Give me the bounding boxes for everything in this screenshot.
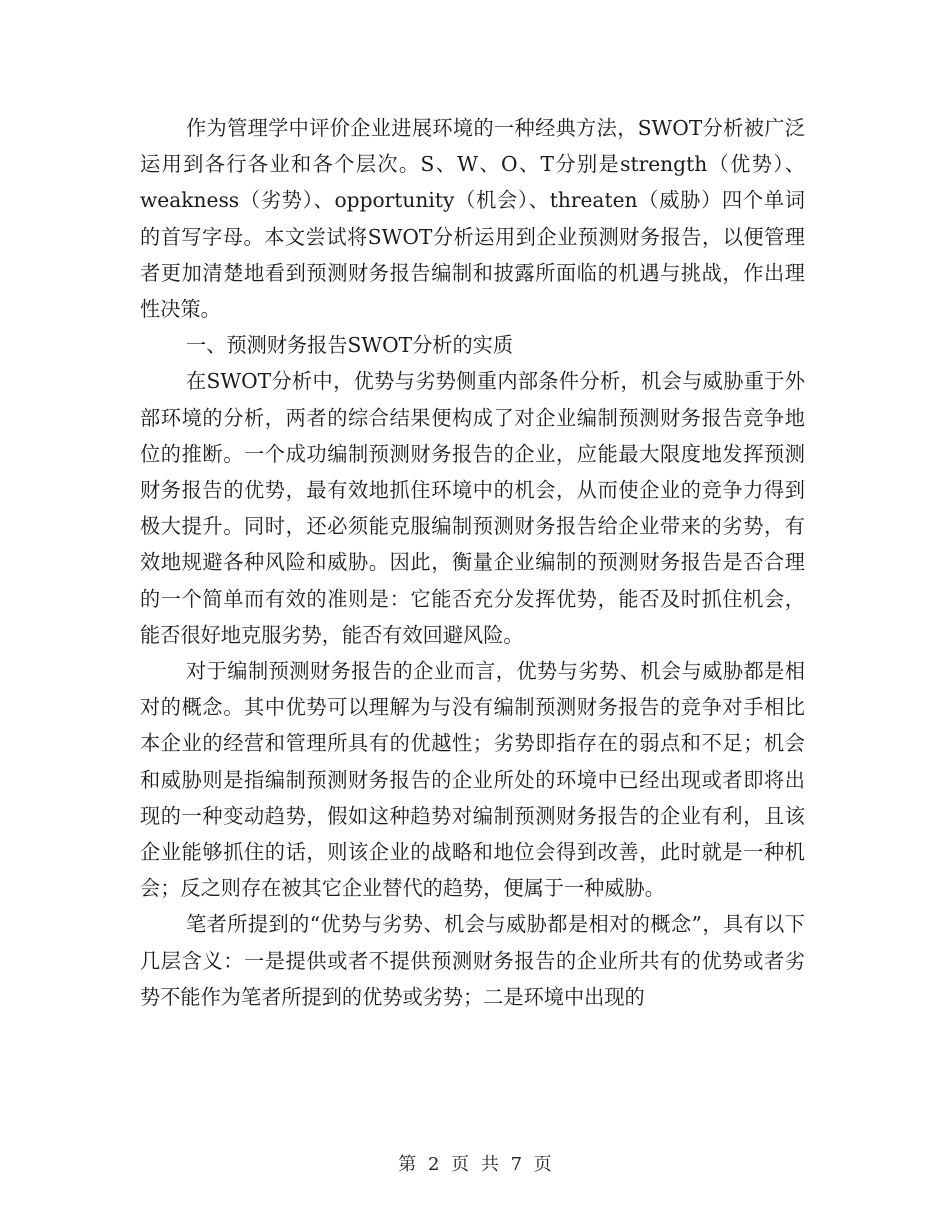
document-body (140, 110, 805, 1015)
section-heading: 一、预测财务报告SWOT分析的实质 (186, 333, 514, 358)
paragraph-meanings: 笔者所提到的“优势与劣势、机会与威胁都是相对的概念”，具有以下几层含义：一是提供或者不提供预测财务报告的企业所共有的优势或者劣势不能作为笔者所提到的优势或劣势；二是环境中出现的 (140, 912, 805, 1009)
paragraph-swot-essence: 在SWOT分析中，优势与劣势侧重内部条件分析，机会与威胁重于外部环境的分析，两者的综合结果便构成了对企业编制预测财务报告竞争地位的推断。一个成功编制预测财务报告的企业，应能最大限度地发挥预测财务报告的优势，最有效地抓住环境中的机会，从而使企业的竞争力得到极大提升。同时，还必须能克服编制预测财务报告给企业带来的劣势，有效地规避各种风险和威胁。因此，衡量企业编制的预测财务报告是否合理的一个简单而有效的准则是：它能否充分发挥优势，能否及时抓住机会，能否很好地克服劣势，能否有效回避风险。 (140, 369, 805, 647)
paragraph-relative-concepts: 对于编制预测财务报告的企业而言，优势与劣势、机会与威胁都是相对的概念。其中优势可以理解为与没有编制预测财务报告的竞争对手相比本企业的经营和管理所具有的优越性；劣势即指存在的弱点和不足；机会和威胁则是指编制预测财务报告的企业所处的环境中已经出现或者即将出现的一种变动趋势，假如这种趋势对编制预测财务报告的企业有利，且该企业能够抓住的话，则该企业的战略和地位会得到改善，此时就是一种机会；反之则存在被其它企业替代的趋势，便属于一种威胁。 (140, 659, 805, 901)
paragraph-intro: 作为管理学中评价企业进展环境的一种经典方法，SWOT分析被广泛运用到各行各业和各个层次。S、W、O、T分别是strength（优势）、weakness（劣势）、opportunity（机会）、threaten（威胁）四个单词的首写字母。本文尝试将SWOT分析运用到企业预测财务报告，以便管理者更加清楚地看到预测财务报告编制和披露所面临的机遇与挑战，作出理性决策。 (140, 116, 805, 322)
page-footer: 第 2 页 共 7 页 (398, 1154, 552, 1175)
